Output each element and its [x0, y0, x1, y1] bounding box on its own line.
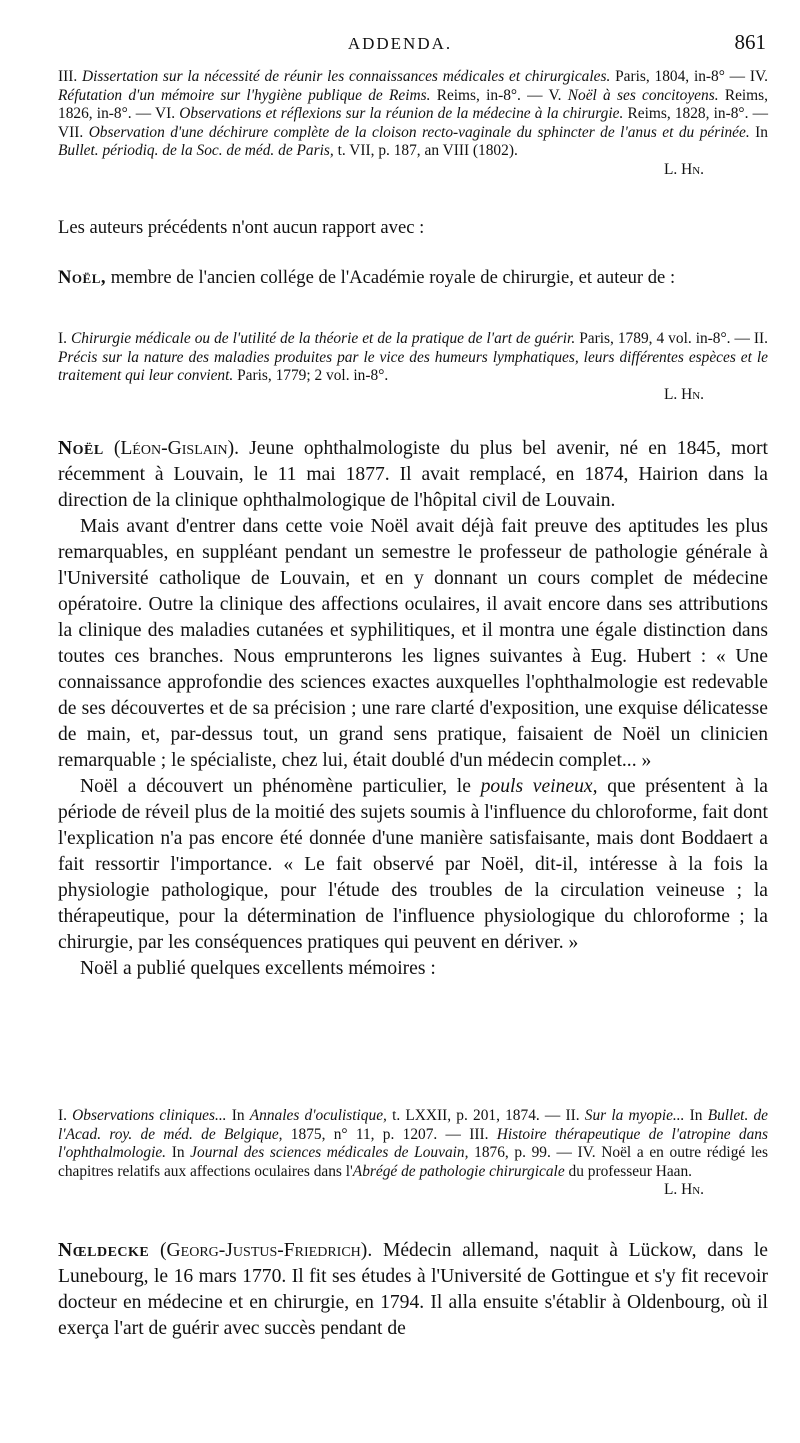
running-header — [0, 30, 800, 64]
bibliography-leon: I. Observations cliniques... In Annales d'oculistique, t. LXXII, p. 201, 1874. — II. Sur la myopie... In Bullet. de l'Acad. roy. de méd. de Belgique, 1875, n° 11, p. 1207. — III. Histoire thérapeutique de l'atropine dans l'ophthalmologie. In Journal des sciences médicales de Louvain, 1876, p. 99. — IV. Noël a en outre rédigé les chapitres relatifs aux affections oculaires dans l'Abrégé de pathologie chirurgicale du professeur Haan. L. Hn. — [58, 1107, 768, 1198]
running-title: ADDENDA. — [347, 34, 453, 53]
bibliography-noel: I. Chirurgie médicale ou de l'utilité de la théorie et de la pratique de l'art de guérir. Paris, 1789, 4 vol. in-8°. — II. Précis sur la nature des maladies produites par le vice des humeurs lymphatiques, leurs différentes espèces et le traitement qui leur convient. Paris, 1779; 2 vol. in-8°. L. Hn. — [58, 330, 768, 403]
bibliography-continued: III. Dissertation sur la nécessité de réunir les connaissances médicales et chirurgicales. Paris, 1804, in-8° — IV. Réfutation d'un mémoire sur l'hygiène publique de Reims. Reims, in-8°. — V. Noël à ses concitoyens. Reims, 1826, in-8°. — VI. Observations et réflexions sur la réunion de la médecine à la chirurgie. Reims, 1828, in-8°. — VII. Observation d'une déchirure complète de la cloison recto-vaginale du sphincter de l'anus et du périnée. In Bullet. périodiq. de la Soc. de méd. de Paris, t. VII, p. 187, an VIII (1802). L. Hn. — [58, 68, 768, 178]
intro-line: Les auteurs précédents n'ont aucun rapport avec : — [58, 217, 425, 238]
entry-given-names: (Georg-Justus-Friedrich). — [159, 1240, 373, 1261]
entry-noel: Noël, membre de l'ancien collége de l'Académie royale de chirurgie, et auteur de : — [58, 267, 676, 288]
entry-headword: Noël — [58, 438, 104, 459]
entry-headword: Noël, — [58, 267, 107, 288]
entry-noel-leon-gislain — [58, 436, 768, 982]
entry-paragraph: Noël a découvert un phénomène particulier, le pouls veineux, que présentent à la période de réveil plus de la moitié des sujets soumis à l'influence du chloroforme, fait dont l'explication n'a pas encore été donnée d'une manière satisfaisante, mais dont Boddaert a fait ressortir l'importance. « Le fait observé par Noël, dit-il, intéresse à la fois la physiologie pathologique, pour l'étude des troubles de la circulation veineuse ; la thérapeutique, pour la détermination de l'influence physiologique du chloroforme ; la chirurgie, par les conséquences pratiques qui peuvent en dériver. » — [58, 776, 768, 953]
page-number: 861 — [734, 30, 766, 54]
entry-headword: Nœldecke — [58, 1240, 150, 1261]
author-signature: L. Hn. — [663, 1181, 704, 1198]
author-signature: L. Hn. — [663, 385, 704, 403]
author-signature: L. Hn. — [663, 160, 704, 178]
entry-noeldecke: Nœldecke (Georg-Justus-Friedrich). Médecin allemand, naquit à Lückow, dans le Lunebourg, le 16 mars 1770. Il fit ses études à l'Université de Gottingue et s'y fit recevoir docteur en médecine et en chirurgie, en 1794. Il alla ensuite s'établir à Oldenbourg, où il exerça l'art de guérir avec succès pendant de — [58, 1240, 768, 1339]
entry-given-names: (Léon-Gislain). — [113, 438, 240, 459]
entry-paragraph: Noël a publié quelques excellents mémoires : — [80, 958, 436, 979]
entry-paragraph: Noël (Léon-Gislain). Jeune ophthalmologiste du plus bel avenir, né en 1845, mort récemment à Louvain, le 11 mai 1877. Il avait remplacé, en 1874, Hairion dans la direction de la clinique ophthalmologique de l'hôpital civil de Louvain. — [58, 438, 768, 511]
entry-paragraph: Mais avant d'entrer dans cette voie Noël avait déjà fait preuve des aptitudes les plus remarquables, en suppléant pendant un semestre le professeur de pathologie générale à l'Université catholique de Louvain, et en y donnant un cours complet de médecine opératoire. Outre la clinique des affections oculaires, il avait encore dans ses attributions la clinique des maladies cutanées et syphilitiques, et il montra une égale distinction dans toutes ces branches. Nous emprunterons les lignes suivantes à Eug. Hubert : « Une connaissance approfondie des sciences exactes auxquelles l'ophthalmologie est redevable de ses découvertes et de sa précision ; une rare clarté d'exposition, une exquise délicatesse de main, et, par-dessus tout, un grand sens pratique, faisaient de Noël un clinicien remarquable ; le spécialiste, chez lui, était doublé d'un médecin complet... » — [58, 516, 768, 771]
